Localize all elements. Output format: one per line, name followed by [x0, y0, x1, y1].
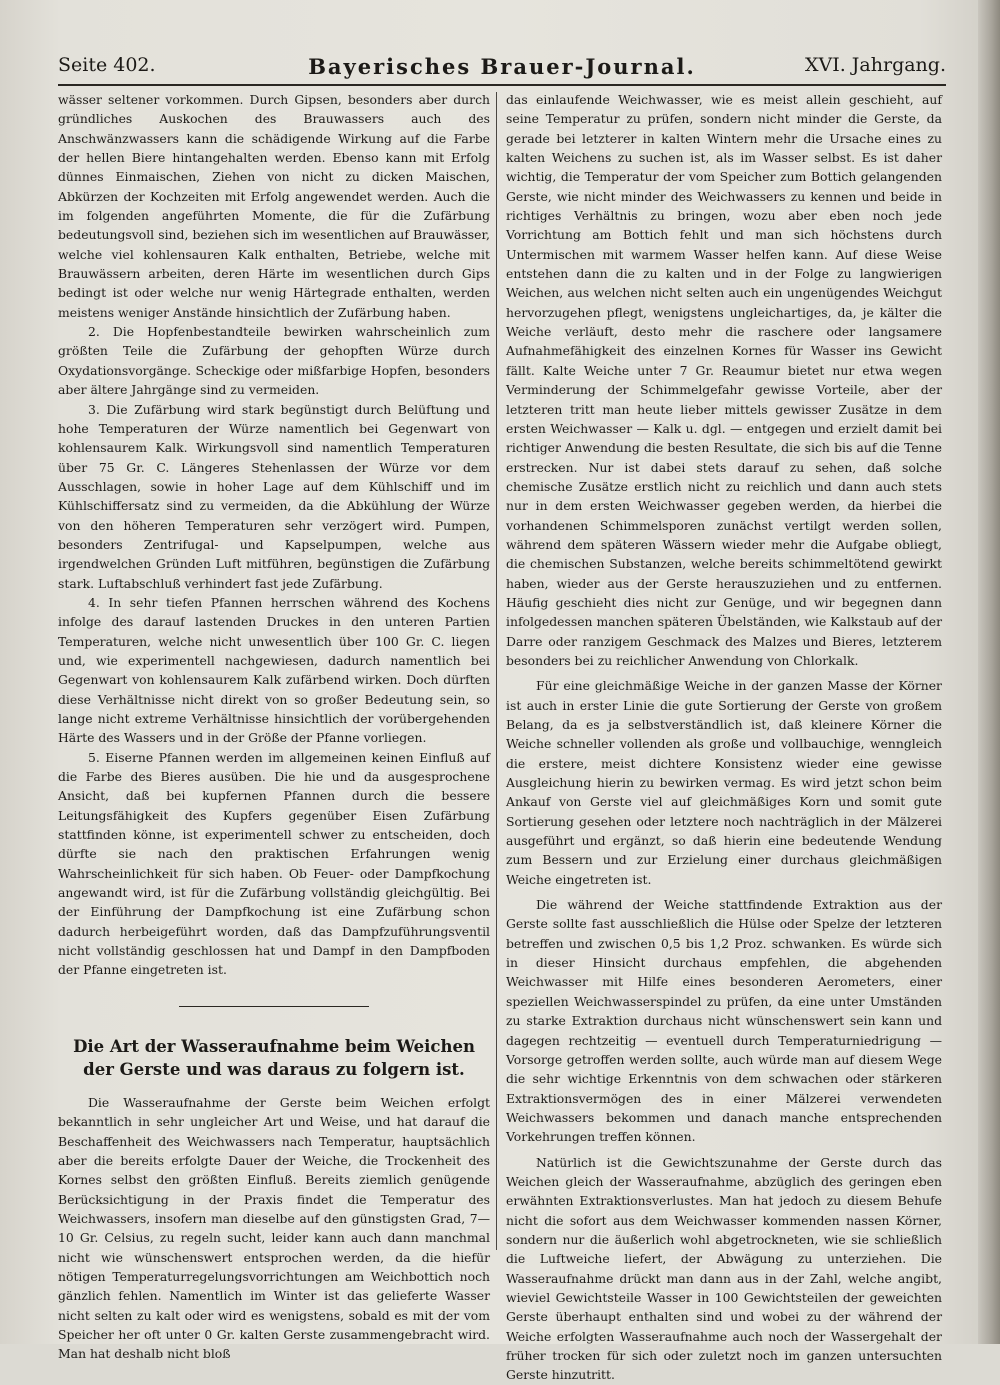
left-column: [58, 90, 490, 1364]
right-column: [506, 90, 942, 1385]
page-edge-shadow: [978, 0, 1000, 1344]
paragraph: Die während der Weiche stattfindende Extraktion aus der Gerste sollte fast ausschließlich die Hülse oder Spelze der letzteren betreffen und zwischen 0,5 bis 1,2 Proz. schwanken. Es würde sich in dieser Hinsicht durchaus empfehlen, die abgehenden Weichwasser mit Hilfe eines besonderen Aerometers, einer speziellen Weichwasserspindel zu prüfen, da eine unter Umständen zu starke Extraktion durchaus nicht wünschenswert sein kann und dagegen rechtzeitig — eventuell durch Temperaturniedrigung — Vorsorge getroffen werden sollte, auch würde man auf diesem Wege die sehr wichtige Erkenntnis von dem schwachen oder stärkeren Extraktionsvermögen des in einer Mälzerei verwendeten Weichwassers bekommen und danach manche entsprechenden Vorkehrungen treffen können.: [506, 897, 942, 1145]
paragraph: Natürlich ist die Gewichtszunahme der Gerste durch das Weichen gleich der Wasseraufnahme, abzüglich des geringen eben erwähnten Extraktionsverlustes. Man hat jedoch zu diesem Behufe nicht die sofort aus dem Weichwasser kommenden nassen Körner, sondern nur die äußerlich wohl abgetrockneten, wie sie schließlich die Luftweiche liefert, der Abwägung zu unterziehen. Die Wasseraufnahme drückt man dann aus in der Zahl, welche angibt, wieviel Gewichtsteile Wasser in 100 Gewichtsteilen der geweichten Gerste überhaupt enthalten sind und wobei zu der während der Weiche erfolgten Wasseraufnahme auch noch der Wassergehalt der früher trocken für sich oder zuletzt noch im ganzen untersuchten Gerste hinzutritt.: [506, 1154, 942, 1383]
page-header: [58, 52, 946, 86]
paragraph: 2. Die Hopfenbestandteile bewirken wahrscheinlich zum größten Teile die Zufärbung der gehopften Würze durch Oxydationsvorgänge. Scheckige oder mißfarbige Hopfen, besonders aber ältere Jahrgänge sind zu vermeiden.: [58, 324, 490, 398]
page-number: Seite 402.: [58, 54, 156, 76]
paragraph: Für eine gleichmäßige Weiche in der ganzen Masse der Körner ist auch in erster Linie die gute Sortierung der Gerste von großem Belang, da es ja selbstverständlich ist, daß kleinere Körner die Weiche schneller vollenden als große und vollbauchige, wenngleich die erstere, meist dichtere Konsistenz wieder eine gewisse Ausgleichung hierin zu bewirken vermag. Es wird jetzt schon beim Ankauf von Gerste viel auf gleichmäßiges Korn und somit gute Sortierung gesehen oder letztere noch nachträglich in der Mälzerei ausgeführt und ergänzt, so daß hierin eine bedeutende Wendung zum Bessern und zur Erzielung einer durchaus gleichmäßigen Weiche eingetreten ist.: [506, 678, 942, 887]
paragraph: wässer seltener vorkommen. Durch Gipsen, besonders aber durch gründliches Auskochen des Brauwassers auch des Anschwänzwassers kann die schädigende Wirkung auf die Farbe der hellen Biere hintangehalten werden. Ebenso kann mit Erfolg dünnes Einmaischen, Ziehen von nicht zu dicken Maischen, Abkürzen der Kochzeiten mit Erfolg angewendet werden. Auch die im folgenden angeführten Momente, die für die Zufärbung bedeutungsvoll sind, beziehen sich im wesentlichen auf Brauwässer, welche viel kohlensauren Kalk enthalten, Betriebe, welche mit Brauwässern arbeiten, deren Härte im wesentlichen durch Gips bedingt ist oder welche nur wenig Härtegrade enthalten, werden meistens weniger Anstände hinsichtlich der Zufärbung haben.: [58, 92, 490, 320]
column-divider: [496, 92, 497, 1250]
section-heading: Die Art der Wasseraufnahme beim Weichen der Gerste und was daraus zu folgern ist.: [73, 1036, 475, 1079]
journal-title: Bayerisches Brauer-Journal.: [308, 54, 696, 79]
section-separator: [179, 1006, 369, 1007]
paragraph: 3. Die Zufärbung wird stark begünstigt durch Belüftung und hohe Temperaturen der Würze namentlich bei Gegenwart von kohlensaurem Kalk. Wirkungsvoll sind namentlich Temperaturen über 75 Gr. C. Längeres Stehenlassen der Würze vor dem Ausschlagen, sowie in hoher Lage auf dem Kühlschiff und im Kühlschiffersatz sind zu vermeiden, da die Abkühlung der Würze von den höheren Temperaturen sehr verzögert wird. Pumpen, besonders Zentrifugal- und Kapselpumpen, welche aus irgendwelchen Gründen Luft mitführen, begünstigen die Zufärbung stark. Luftabschluß verhindert fast jede Zufärbung.: [58, 401, 490, 591]
volume-label: XVI. Jahrgang.: [804, 54, 946, 76]
paragraph: das einlaufende Weichwasser, wie es meist allein geschieht, auf seine Temperatur zu prüfen, sondern nicht minder die Gerste, da gerade bei letzterer in kalten Wintern mehr die Ursache eines zu kalten Weichens zu suchen ist, als im Wasser selbst. Es ist daher wichtig, die Temperatur der vom Speicher zum Bottich gelangenden Gerste, wie nicht minder des Weichwassers zu kennen und beide in richtiges Verhältnis zu bringen, wozu aber eben noch jede Vorrichtung am Bottich fehlt und man sich höchstens durch Untermischen mit warmem Wasser helfen kann. Auf diese Weise entstehen dann die zu kalten und in der Folge zu langwierigen Weichen, aus welchen nicht selten auch ein ungenügendes Weichgut hervorzugehen pflegt, wenigstens ungleichartiges, da, je kälter die Weiche verläuft, desto mehr die raschere oder langsamere Aufnahmefähigkeit des einzelnen Kornes für Wasser ins Gewicht fällt. Kalte Weiche unter 7 Gr. Reaumur bietet nur etwa wegen Verminderung der Schimmelgefahr gewisse Vorteile, aber der letzteren tritt man heute lieber mittels gewisser Zusätze in dem ersten Weichwasser — Kalk u. dgl. — entgegen und erzielt damit bei richtiger Anwendung die besten Resultate, die sich bis auf die Tenne erstrecken. Nur ist dabei stets darauf zu sehen, daß solche chemische Zusätze erstlich nicht zu reichlich und dann auch stets nur in dem ersten Weichwasser gegeben werden, da hierbei die vorhandenen Schimmelsporen zunächst vertilgt werden sollen, während dem späteren Wässern wieder mehr die Aufgabe obliegt, die chemischen Substanzen, welche bereits schimmeltötend gewirkt haben, wieder aus der Gerste herauszuziehen und zu entfernen. Häufig geschieht dies nicht zur Genüge, und wir begegnen dann infolgedessen manchen späteren Übelständen, wie Kalkstaub auf der Darre oder ranzigem Geschmack des Malzes und Bieres, letzterem besonders bei zu reichlicher Anwendung von Chlorkalk.: [506, 92, 943, 668]
paragraph: 5. Eiserne Pfannen werden im allgemeinen keinen Einfluß auf die Farbe des Bieres ausüben. Die hie und da ausgesprochene Ansicht, daß bei kupfernen Pfannen durch die bessere Leitungsfähigkeit des Kupfers gegenüber Eisen Zufärbung stattfinden könne, ist experimentell schwer zu entscheiden, doch dürfte sie nach den praktischen Erfahrungen wenig Wahrscheinlichkeit für sich haben. Ob Feuer- oder Dampfkochung angewandt wird, ist für die Zufärbung vollständig gleichgültig. Bei der Einführung der Dampfkochung ist eine Zufärbung schon dadurch herbeigeführt worden, daß das Dampfzuführungsventil nicht vollständig geschlossen hat und Dampf in den Dampfboden der Pfanne eingetreten ist.: [58, 749, 490, 978]
paragraph: Die Wasseraufnahme der Gerste beim Weichen erfolgt bekanntlich in sehr ungleicher Art und Weise, und hat darauf die Beschaffenheit des Weichwassers nach Temperatur, hauptsächlich aber die bereits erfolgte Dauer der Weiche, die Trockenheit des Kornes selbst den größten Einfluß. Bereits ziemlich genügende Berücksichtigung in der Praxis findet die Temperatur des Weichwassers, insofern man dieselbe auf den günstigsten Grad, 7—10 Gr. Celsius, zu regeln sucht, leider kann auch dann manchmal nicht wie wünschenswert entsprochen werden, da die hiefür nötigen Temperaturregelungsvorrichtungen am Weichbottich noch gänzlich fehlen. Namentlich im Winter ist das gelieferte Wasser nicht selten zu kalt oder wird es wenigstens, sobald es mit der vom Speicher her oft unter 0 Gr. kalten Gerste zusammengebracht wird. Man hat deshalb nicht bloß: [58, 1094, 490, 1362]
paragraph: 4. In sehr tiefen Pfannen herrschen während des Kochens infolge des darauf lastenden Druckes in den unteren Partien Temperaturen, welche nicht unwesentlich über 100 Gr. C. liegen und, wie experimentell nachgewiesen, dadurch namentlich bei Gegenwart von kohlensaurem Kalk zufärbend wirken. Doch dürften diese Verhältnisse nicht direkt von so großer Bedeutung sein, so lange nicht extreme Verhältnisse hinsichtlich der vorübergehenden Härte des Wassers und in der Größe der Pfanne vorliegen.: [58, 594, 490, 746]
